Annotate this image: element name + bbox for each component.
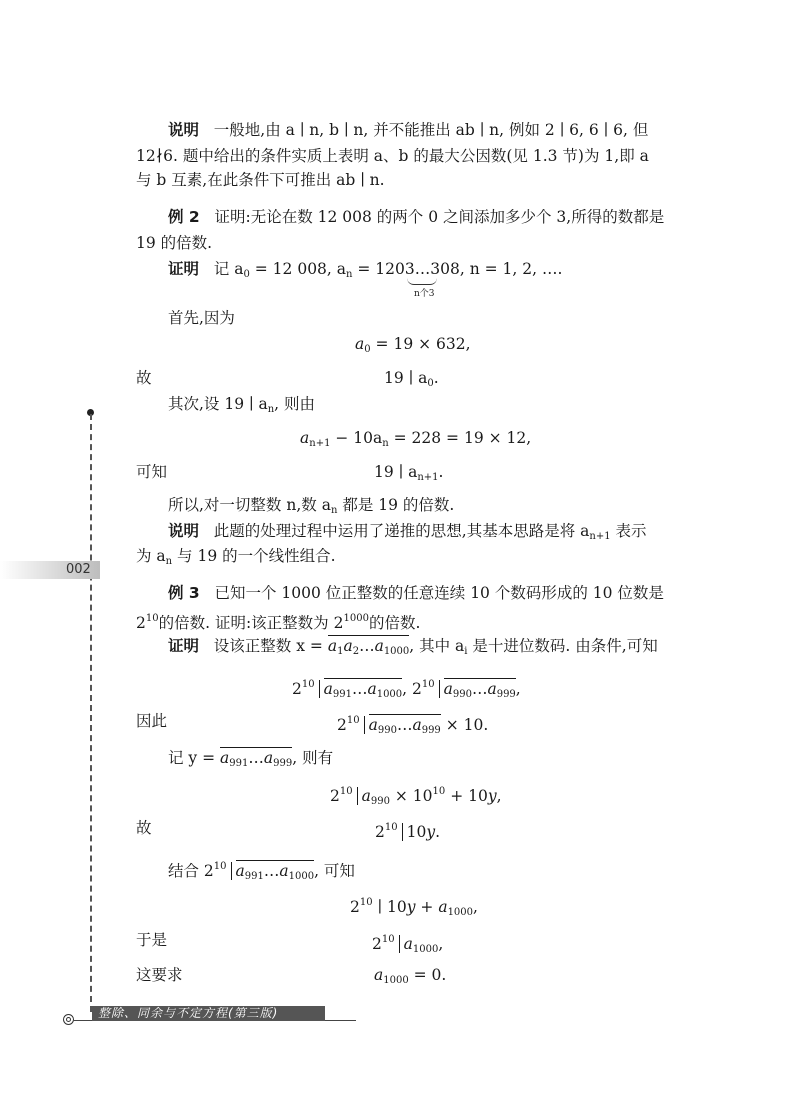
- yushi-label: 于是: [136, 931, 168, 949]
- note-line-2-b: 与 19 的一个线性组合.: [172, 547, 336, 565]
- remark-line-1: [168, 120, 648, 140]
- gu-label-1: 故: [136, 369, 152, 387]
- equation-1: $a_0 = 19 \times 632$,: [355, 335, 471, 355]
- combine-text: 结合 2: [168, 862, 214, 880]
- yinci-label: 因此: [136, 712, 168, 730]
- equation-3-mid: − 10a: [330, 429, 383, 447]
- equation-6: $2^{10}$ $a_{990}\dots a_{999} \times 10$.: [337, 715, 489, 736]
- equation-3-tail: = 228 = 19 × 12,: [388, 429, 532, 447]
- example-3-line-1: [168, 583, 664, 603]
- equation-9: $2^{10}$ ∣ $10y + a_{1000}$,: [350, 897, 478, 918]
- second-line-text: 其次,设 19 ∣ a: [168, 395, 268, 413]
- zheyaoqiu-label: 这要求: [136, 966, 183, 984]
- remark-text: 一般地,由 a ∣ n, b ∣ n, 并不能推出 ab ∣ n, 例如 2 ∣ 6, 6 ∣ 6, 但: [213, 121, 649, 139]
- page-number: 002: [66, 562, 91, 577]
- define-y-line: 记 $y = a_{991}\dots a_{999}$, 则有: [168, 749, 334, 769]
- equation-10: $2^{10}$ $a_{1000}$,: [372, 934, 444, 955]
- conclusion-line: 所以,对一切整数 n,数 $a_n$ 都是 19 的倍数.: [168, 496, 455, 516]
- equation-7: $2^{10}$ $a_{990} \times 10^{10} + 10y$,: [330, 786, 502, 807]
- equation-2: 19 ∣ $a_0$.: [384, 369, 439, 389]
- equation-3: $a_{n+1} - 10a_n = 228 = 19 \times 12$,: [300, 429, 532, 449]
- proof-2-line-1: 证明 记 $a_0 = 12$ 008, $a_n$ = 1203…308, n = 1, 2, ….: [168, 260, 563, 280]
- proof-text-b: = 12 008, a: [249, 260, 347, 278]
- conclusion-text: 所以,对一切整数 n,数 a: [168, 496, 331, 514]
- equation-11-tail: = 0.: [408, 966, 447, 984]
- second-line-tail: , 则由: [274, 395, 315, 413]
- combine-tail: , 可知: [314, 862, 355, 880]
- margin-dashed-line: [90, 414, 92, 1012]
- example-3-line-2: $2^{10}$的倍数. 证明:该正整数为 $2^{1000}$的倍数.: [136, 613, 421, 632]
- define-y-text: 记 y =: [168, 749, 221, 767]
- first-line: 首先,因为: [168, 309, 235, 327]
- equation-5: $2^{10}$ $a_{991}\dots a_{1000}$, $2^{10}$ $a_{990}\dots a_{999}$,: [292, 679, 521, 700]
- equation-8: $2^{10}$ 10y.: [375, 822, 441, 841]
- proof-3-line-1: 证明 设该正整数 $x = a_1a_2\dots a_{1000}$, 其中 $a_i$ 是十进位数码. 由条件,可知: [168, 637, 658, 657]
- example-2-label: 例 2: [168, 208, 200, 226]
- footer-circle-ornament: [63, 1014, 74, 1025]
- proof-text-c: = 1203…308, n = 1, 2, ….: [352, 260, 563, 278]
- gu-label-2: 故: [136, 819, 152, 837]
- note-text-a: 此题的处理过程中运用了递推的思想,其基本思路是将 a: [213, 522, 590, 540]
- equation-11: $a_{1000} = 0$.: [374, 966, 447, 986]
- note-line-1: 说明 此题的处理过程中运用了递推的思想,其基本思路是将 $a_{n+1}$ 表示: [168, 522, 647, 542]
- example-3-line-2-a: 2: [136, 614, 146, 632]
- example-3-line-2-b: 的倍数. 证明:该正整数为 2: [158, 614, 344, 632]
- proof-label: 证明: [168, 260, 200, 278]
- underbrace-note: n个3: [414, 289, 435, 299]
- define-y-tail: , 则有: [292, 749, 334, 767]
- note-line-2-a: 为 a: [136, 547, 166, 565]
- kezhi-label: 可知: [136, 463, 168, 481]
- note-text-b: 表示: [610, 522, 647, 540]
- equation-4: 19 ∣ $a_{n+1}$.: [374, 463, 444, 483]
- footer-book-title: 整除、同余与不定方程(第三版): [92, 1006, 325, 1021]
- remark-line-3: 与 b 互素,在此条件下可推出 ab ∣ n.: [136, 171, 385, 189]
- example-2-line-2: 19 的倍数.: [136, 234, 213, 252]
- note-line-2: 为 $a_n$ 与 19 的一个线性组合.: [136, 547, 336, 567]
- combine-line: 结合 $2^{10}$ $a_{991}\dots a_{1000}$, 可知: [168, 861, 355, 882]
- example-3-line-2-c: 的倍数.: [368, 614, 421, 632]
- proof-3-text-c: 是十进位数码. 由条件,可知: [467, 637, 658, 655]
- remark-label: 说明: [168, 121, 200, 139]
- proof-3-label: 证明: [168, 637, 200, 655]
- proof-3-text-a: 设该正整数 x =: [213, 637, 328, 655]
- example-3-label: 例 3: [168, 584, 200, 602]
- example-2-line-1: [168, 207, 664, 227]
- conclusion-tail: 都是 19 的倍数.: [337, 496, 455, 514]
- second-line: 其次,设 19 ∣ $a_n$, 则由: [168, 395, 315, 415]
- equation-1-text: = 19 × 632,: [370, 335, 471, 353]
- example-3-text: 已知一个 1000 位正整数的任意连续 10 个数码形成的 10 位数是: [214, 584, 664, 602]
- example-2-text: 证明:无论在数 12 008 的两个 0 之间添加多少个 3,所得的数都是: [214, 208, 665, 226]
- equation-2-text: 19 ∣ a: [384, 369, 428, 387]
- proof-3-text-b: , 其中 a: [409, 637, 465, 655]
- note-label: 说明: [168, 522, 200, 540]
- proof-text-a: 记 a: [213, 260, 244, 278]
- remark-line-2: 12∤6. 题中给出的条件实质上表明 a、b 的最大公因数(见 1.3 节)为 1,即 a: [136, 147, 649, 165]
- equation-4-text: 19 ∣ a: [374, 463, 418, 481]
